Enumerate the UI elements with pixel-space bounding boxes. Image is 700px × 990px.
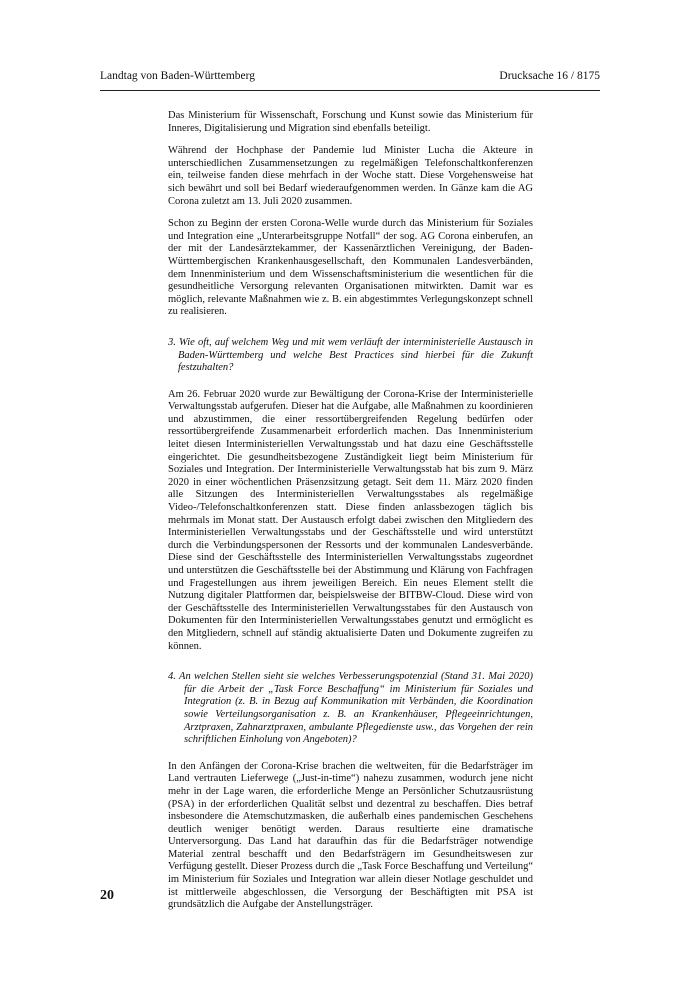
paragraph-notfall-group: Schon zu Beginn der ersten Corona-Welle wurde durch das Ministerium für Soziales und Integration eine „Unterarbeitsgruppe Notfall“ der sog. AG Corona einberufen, an der mit der Landesärztekammer, der Kassenärztlichen Vereinigung, der Baden-Württembergischen Krankenhausgesellschaft, den Kommunalen Landesverbänden, dem Innenministerium und dem Wissenschaftsministerium die wesentlichen für die gesundheitliche Versorgung relevanten Organisationen mitwirkten. Damit war es möglich, relevante Maßnahmen wie z. B. ein abgestimmtes Verlegungskonzept schnell zu realisieren. <box>168 218 533 318</box>
paragraph-ag-corona: Während der Hochphase der Pandemie lud Minister Lucha die Akteure in unterschiedlichen Zusammensetzungen zu regelmäßigen Telefonschaltkonferenzen ein, teilweise fanden diese mehrfach in der Woche statt. Diese Vorgehensweise hat sich bewährt und soll bei Bedarf wiederaufgenommen werden. In Gänze kam die AG Corona zuletzt am 13. Juli 2020 zusammen. <box>168 145 533 207</box>
header-divider <box>100 90 600 91</box>
question-3: 3. Wie oft, auf welchem Weg und mit wem verläuft der interministerielle Austausch in Baden-Württemberg und welche Best Practices sind hierbei für die Zukunft festzuhalten? <box>168 336 533 374</box>
paragraph-verwaltungsstab: Am 26. Februar 2020 wurde zur Bewältigung der Corona-Krise der Interministerielle Verwaltungsstab aufgerufen. Dieser hat die Aufgabe, alle Maßnahmen zu koordinieren und abzustimmen, die einer ressortübergreifenden Regelung bedürfen oder ressortübergreifende Zusammenarbeit erforderlich machen. Das Innenministerium leitet diesen Interministeriellen Verwaltungsstab und hat dazu eine Geschäftsstelle eingerichtet. Die gesundheitsbezogene Zuständigkeit liegt beim Ministerium für Soziales und Integration. Der Interministerielle Verwaltungsstab hat bis zum 9. März 2020 in einer wöchentlichen Präsenzsitzung getagt. Seit dem 11. März 2020 finden alle Sitzungen des Interministeriellen Verwaltungsstabes als regelmäßige Video-/Telefonschaltkonferenzen statt. Diese finden anlassbezogen täglich bis mehrmals im Monat statt. Der Austausch erfolgt dabei zwischen den Mitgliedern des Interministeriellen Verwaltungsstabs und der Geschäftsstelle und wird unterstützt durch die Verbindungspersonen der Ressorts und der kommunalen Landesverbände. Diese sind der Geschäftsstelle des Interministeriellen Verwaltungsstabs zugeordnet und unterstützen die Geschäftsstelle bei der Abstimmung und Klärung von Fachfragen und Fragestellungen aus ihrem jeweiligen Bereich. Ein neues Element stellt die Nutzung digitaler Plattformen dar, beispielsweise der BITBW-Cloud. Diese wird von der Geschäftsstelle des Interministeriellen Verwaltungsstabes für den Austausch von Dokumenten für den Interministeriellen Verwaltungsstabes genutzt und ermöglicht es den Mitgliedern, schnell auf ständig aktualisierte Daten und Dokumente zugreifen zu können. <box>168 388 533 652</box>
header-document-number: Drucksache 16 / 8175 <box>499 70 600 82</box>
page-header <box>100 70 600 88</box>
header-title: Landtag von Baden-Württemberg <box>100 70 255 82</box>
paragraph-ministries: Das Ministerium für Wissenschaft, Forschung und Kunst sowie das Ministerium für Inneres, Digitalisierung und Migration sind ebenfalls beteiligt. <box>168 110 533 134</box>
document-body <box>168 110 533 922</box>
page-number: 20 <box>100 888 114 903</box>
question-4: 4. An welchen Stellen sieht sie welches Verbesserungspotenzial (Stand 31. Mai 2020) für die Arbeit der „Task Force Beschaffung“ im Ministerium für Soziales und Integration (z. B. in Bezug auf Kommunikation mit Verbänden, die Koordination sowie Verteilungsorganisation z. B. an Krankenhäuser, Pflegeeinrichtungen, Arztpraxen, Zahnarztpraxen, ambulante Pflegedienste usw., das Vorgehen der rein schriftlichen Einholung von Angeboten)? <box>168 671 533 746</box>
paragraph-task-force: In den Anfängen der Corona-Krise brachen die weltweiten, für die Bedarfsträger im Land vertrauten Lieferwege („Just-in-time“) nahezu zusammen, wodurch jene nicht mehr in der Lage waren, die erforderliche Menge an Persönlicher Schutzausrüstung (PSA) in der erforderlichen Qualität selbst und dezentral zu beschaffen. Dies betraf insbesondere die Atemschutzmasken, die außerhalb eines pandemischen Geschehens deutlich weniger benötigt werden. Daraus resultierte eine dramatische Unterversorgung. Das Land hat daraufhin das für die Bedarfsträger notwendige Material zentral beschafft und den Bedarfsträgern im Gesundheitswesen zur Verfügung gestellt. Dieser Prozess durch die „Task Force Beschaffung und Verteilung“ im Ministerium für Soziales und Integration war allein dieser Notlage geschuldet und ist mittlerweile abgeschlossen, die Versorgung der Beschäftigten mit PSA ist grundsätzlich die Aufgabe der Anstellungsträger. <box>168 760 533 911</box>
